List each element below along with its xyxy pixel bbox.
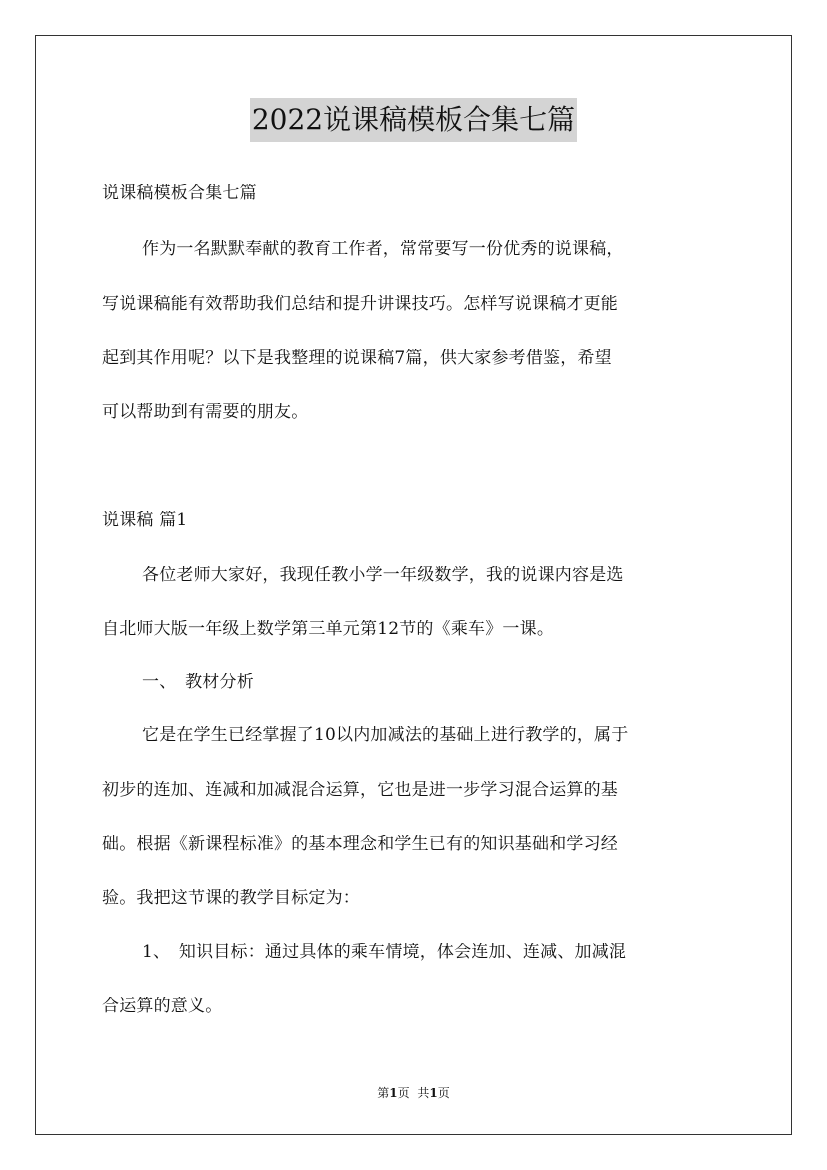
body-line: 各位老师大家好，我现任教小学一年级数学，我的说课内容是选 bbox=[142, 566, 624, 585]
page-number: 1 bbox=[389, 1086, 398, 1100]
section-heading: 说课稿 篇1 bbox=[102, 511, 188, 530]
body-line: 写说课稿能有效帮助我们总结和提升讲课技巧。怎样写说课稿才更能 bbox=[102, 295, 618, 314]
page-prefix: 第 bbox=[377, 1086, 390, 1100]
body-line: 1、 知识目标：通过具体的乘车情境，体会连加、连减、加减混 bbox=[142, 943, 627, 962]
document-title: 2022说课稿模板合集七篇 bbox=[250, 98, 577, 142]
body-line: 它是在学生已经掌握了10以内加减法的基础上进行教学的，属于 bbox=[142, 726, 629, 745]
page-footer bbox=[0, 1086, 827, 1100]
body-line: 自北师大版一年级上数学第三单元第12节的《乘车》一课。 bbox=[102, 620, 555, 639]
subtitle-line: 说课稿模板合集七篇 bbox=[102, 184, 257, 203]
body-line: 初步的连加、连减和加减混合运算，它也是进一步学习混合运算的基 bbox=[102, 781, 618, 800]
total-pages: 1 bbox=[429, 1086, 438, 1100]
title-container bbox=[0, 98, 827, 142]
body-line: 合运算的意义。 bbox=[102, 997, 223, 1016]
body-line: 作为一名默默奉献的教育工作者，常常要写一份优秀的说课稿， bbox=[142, 240, 624, 259]
total-prefix: 共 bbox=[417, 1086, 430, 1100]
body-line: 验。我把这节课的教学目标定为： bbox=[102, 889, 360, 908]
total-suffix: 页 bbox=[437, 1086, 450, 1100]
body-line: 起到其作用呢？以下是我整理的说课稿7篇，供大家参考借鉴，希望 bbox=[102, 349, 612, 368]
subheading-line: 一、 教材分析 bbox=[142, 673, 254, 692]
page-suffix: 页 bbox=[397, 1086, 410, 1100]
body-line: 础。根据《新课程标准》的基本理念和学生已有的知识基础和学习经 bbox=[102, 835, 618, 854]
body-line: 可以帮助到有需要的朋友。 bbox=[102, 403, 309, 422]
